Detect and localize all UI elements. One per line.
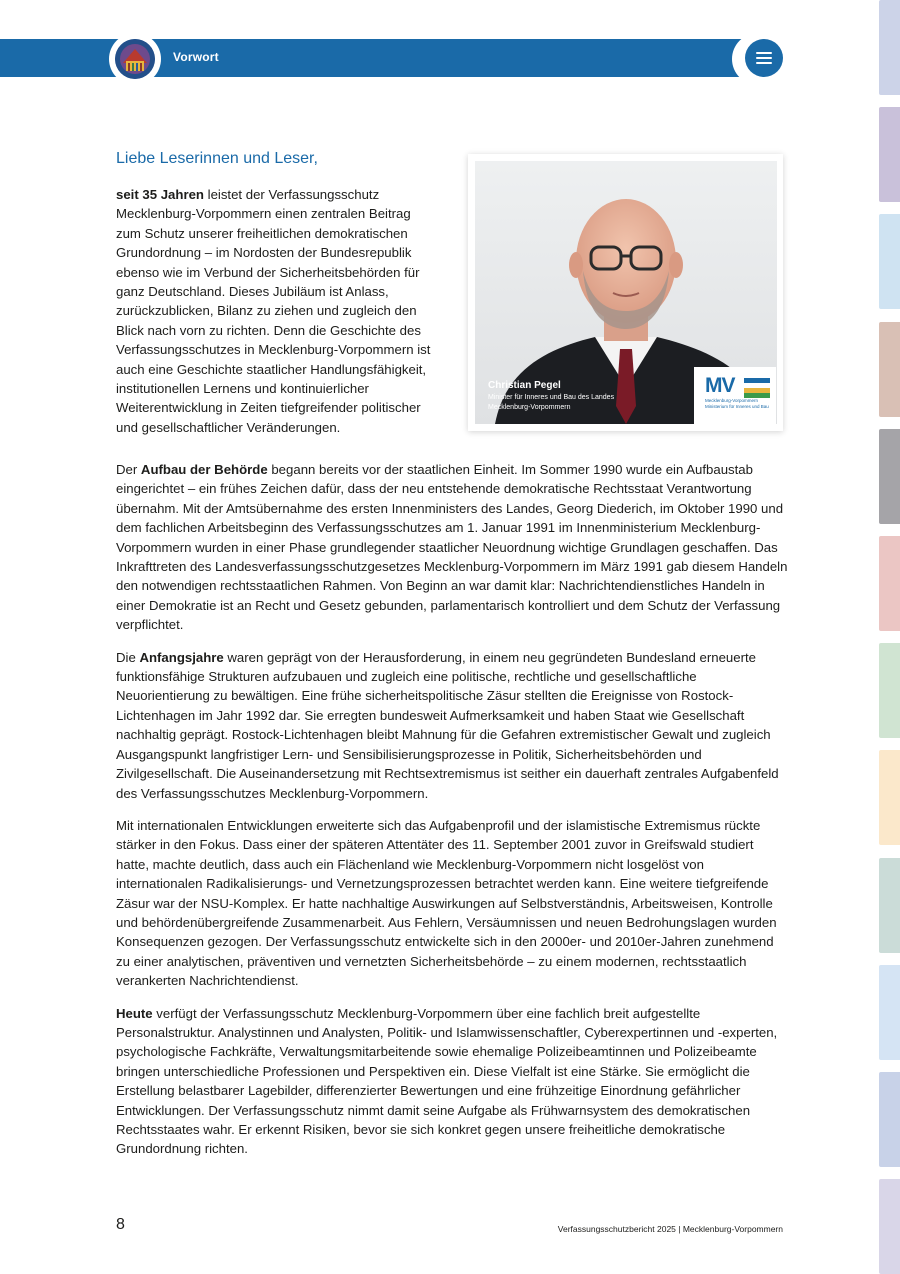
mv-logo-ministry: Mecklenburg-Vorpommern Ministerium für Inneres und Bau — [705, 398, 769, 409]
paragraph-text: verfügt der Verfassungsschutz Mecklenburg-Vorpommern über eine fachlich breit aufgestellte Personalstruktur. Analystinnen und Analysten, Politik- und Islamwissenschaftler, Cyberexpertinnen und -experten, psychologische Fachkräfte, Verwaltungsmitarbeitende sowie ehemalige Polizeibeamtinnen und Polizeibeamte bringen unterschiedliche Professionen und Perspektiven ein. Diese Vielfalt ist eine Stärke. Sie ermöglicht die Erstellung belastbarer Lagebilder, differenzierter Bewertungen und eine frühzeitige Einordnung gefährlicher Entwicklungen. Der Verfassungsschutz nimmt damit seine Aufgabe als Frühwarnsystem des demokratischen Rechtsstaates wahr. Er erkennt Risiken, bevor sie sich konkret gegen unsere freiheitliche demokratische Grundordnung richten. — [116, 1005, 778, 1157]
intro-paragraph — [116, 185, 438, 437]
chapter-tab-6[interactable] — [879, 536, 900, 631]
paragraph-keyword: Heute — [116, 1005, 153, 1021]
intro-text: leistet der Verfassungsschutz Mecklenburg-Vorpommern einen zentralen Beitrag zum Schutz unserer freiheitlichen demokratischen Grundordnung – im Nordosten der Bundesrepublik ebenso wie im Verbund der Sicherheitsbehörden für ganz Deutschland. Dieses Jubiläum ist Anlass, zurückzublicken, Bilanz zu ziehen und zugleich den Blick nach vorn zu richten. Denn die Geschichte des Verfassungsschutzes in Mecklenburg-Vorpommern ist auch eine Geschichte staatlicher Handlungsfähigkeit, institutionellen Lernens und kontinuierlicher Weiterentwicklung in Zeiten tiefgreifender politischer und gesellschaftlicher Veränderungen. — [116, 187, 431, 435]
photo-caption-role: Minister für Inneres und Bau des Landes Mecklenburg-Vorpommern — [488, 394, 615, 411]
body-paragraph — [116, 816, 788, 991]
hamburger-icon-bar — [756, 57, 772, 59]
hamburger-icon-bar — [756, 62, 772, 64]
body-paragraph — [116, 460, 788, 635]
greeting-heading: Liebe Leserinnen und Leser, — [116, 150, 318, 167]
chapter-tab-11[interactable] — [879, 1072, 900, 1167]
paragraph-text: Mit internationalen Entwicklungen erweiterte sich das Aufgabenprofil und der islamistische Extremismus rückte stärker in den Fokus. Dass einer der späteren Attentäter des 11. September 2001 zuvor in Greifswald studiert hatte, machte deutlich, dass auch ein Flächenland wie Mecklenburg-Vorpommern nicht losgelöst von internationalen Radikalisierungs- und Vernetzungsprozessen betrachtet werden kann. Eine weitere tiefgreifende Zäsur war der NSU-Komplex. Er hatte nachhaltige Auswirkungen auf Selbstverständnis, Arbeitsweisen, Kontrolle und behördenübergreifende Zusammenarbeit. Aus Fehlern, Versäumnissen und neuen Bedrohungslagen wurden Konsequenzen gezogen. Der Verfassungsschutz entwickelte sich in den 2000er- und 2010er-Jahren zunehmend zu einer analytischen, präventiven und vernetzten Sicherheitsbehörde – zu einem modernen, rechtsstaatlich verankerten Nachrichtendienst. — [116, 817, 777, 989]
paragraph-keyword: Anfangsjahre — [139, 649, 224, 665]
chapter-tab-10[interactable] — [879, 965, 900, 1060]
chapter-tab-5[interactable] — [879, 429, 900, 524]
paragraph-keyword: Aufbau der Behörde — [140, 462, 268, 477]
intro-bold: seit 35 Jahren — [116, 187, 204, 202]
chapter-tab-4[interactable] — [879, 322, 900, 417]
photo-caption-name: Christian Pegel — [488, 380, 561, 391]
paragraph-lead: Die — [116, 649, 140, 665]
hamburger-icon — [756, 52, 772, 54]
chapter-tab-3[interactable] — [879, 214, 900, 309]
chapter-tab-8[interactable] — [879, 750, 900, 845]
chapter-tab-2[interactable] — [879, 107, 900, 202]
chapter-tab-12[interactable] — [879, 1179, 900, 1274]
menu-button[interactable] — [745, 39, 783, 77]
body-paragraph — [116, 648, 788, 803]
page-number: 8 — [116, 1216, 125, 1233]
paragraph-lead: Der — [116, 462, 141, 477]
chapter-tab-7[interactable] — [879, 643, 900, 738]
body-text — [116, 460, 788, 1172]
paragraph-text: begann bereits vor der staatlichen Einheit. Im Sommer 1990 wurde ein Aufbaustab eingerichtet – ein frühes Zeichen dafür, dass der neu entstehende demokratische Rechtsstaat Verantwortung übernahm. Mit der Amtsübernahme des ersten Innenministers des Landes, Georg Diederich, im Oktober 1990 und dem fachlichen Arbeitsbeginn des Verfassungsschutzes am 1. Januar 1991 im Innenministerium Mecklenburg-Vorpommern wurden in einer Phase grundlegender staatlicher Neuordnung wichtige Grundlagen geschaffen. Das Inkrafttreten des Landesverfassungsschutzgesetzes Mecklenburg-Vorpommern im März 1991 gab diesem Handeln den notwendigen rechtsstaatlichen Rahmen. Von Beginn an war damit klar: Nachrichtendienstliches Handeln in einer Demokratie ist an Recht und Gesetz gebunden, parlamentarisch kontrolliert und dem Schutz der Verfassung verpflichtet. — [116, 462, 788, 633]
mv-logo-text: MV — [705, 374, 735, 397]
footer-text: Verfassungsschutzbericht 2025 | Mecklenburg-Vorpommern — [557, 1224, 783, 1234]
body-paragraph — [116, 1004, 788, 1159]
chapter-tab-1[interactable] — [879, 0, 900, 95]
section-title: Vorwort — [173, 50, 219, 64]
mv-flag-icon — [744, 378, 770, 398]
paragraph-text: waren geprägt von der Herausforderung, in einem neu gegründeten Bundesland erneuerte funktionsfähige Strukturen aufzubauen und zugleich eine politische, rechtliche und gesellschaftliche Neuorientierung zu bewältigen. Eine frühe sicherheitspolitische Zäsur stellten die Ereignisse von Rostock-Lichtenhagen im Jahr 1992 dar. Sie erregten bundesweit Aufmerksamkeit und haben Staat wie Gesellschaft nachhaltig geprägt. Rostock-Lichtenhagen bleibt Mahnung für die Gefahren extremistischer Gewalt und zugleich Ausgangspunkt langfristiger Lern- und Sensibilisierungsprozesse in Politik, Sicherheitsbehörden und Zivilgesellschaft. Die Auseinandersetzung mit Rechtsextremismus ist seither ein dauerhaft zentrales Aufgabenfeld des Verfassungsschutzes Mecklenburg-Vorpommern. — [116, 649, 779, 801]
verfassungsschutz-logo-icon[interactable] — [115, 39, 155, 79]
chapter-tab-9[interactable] — [879, 858, 900, 953]
